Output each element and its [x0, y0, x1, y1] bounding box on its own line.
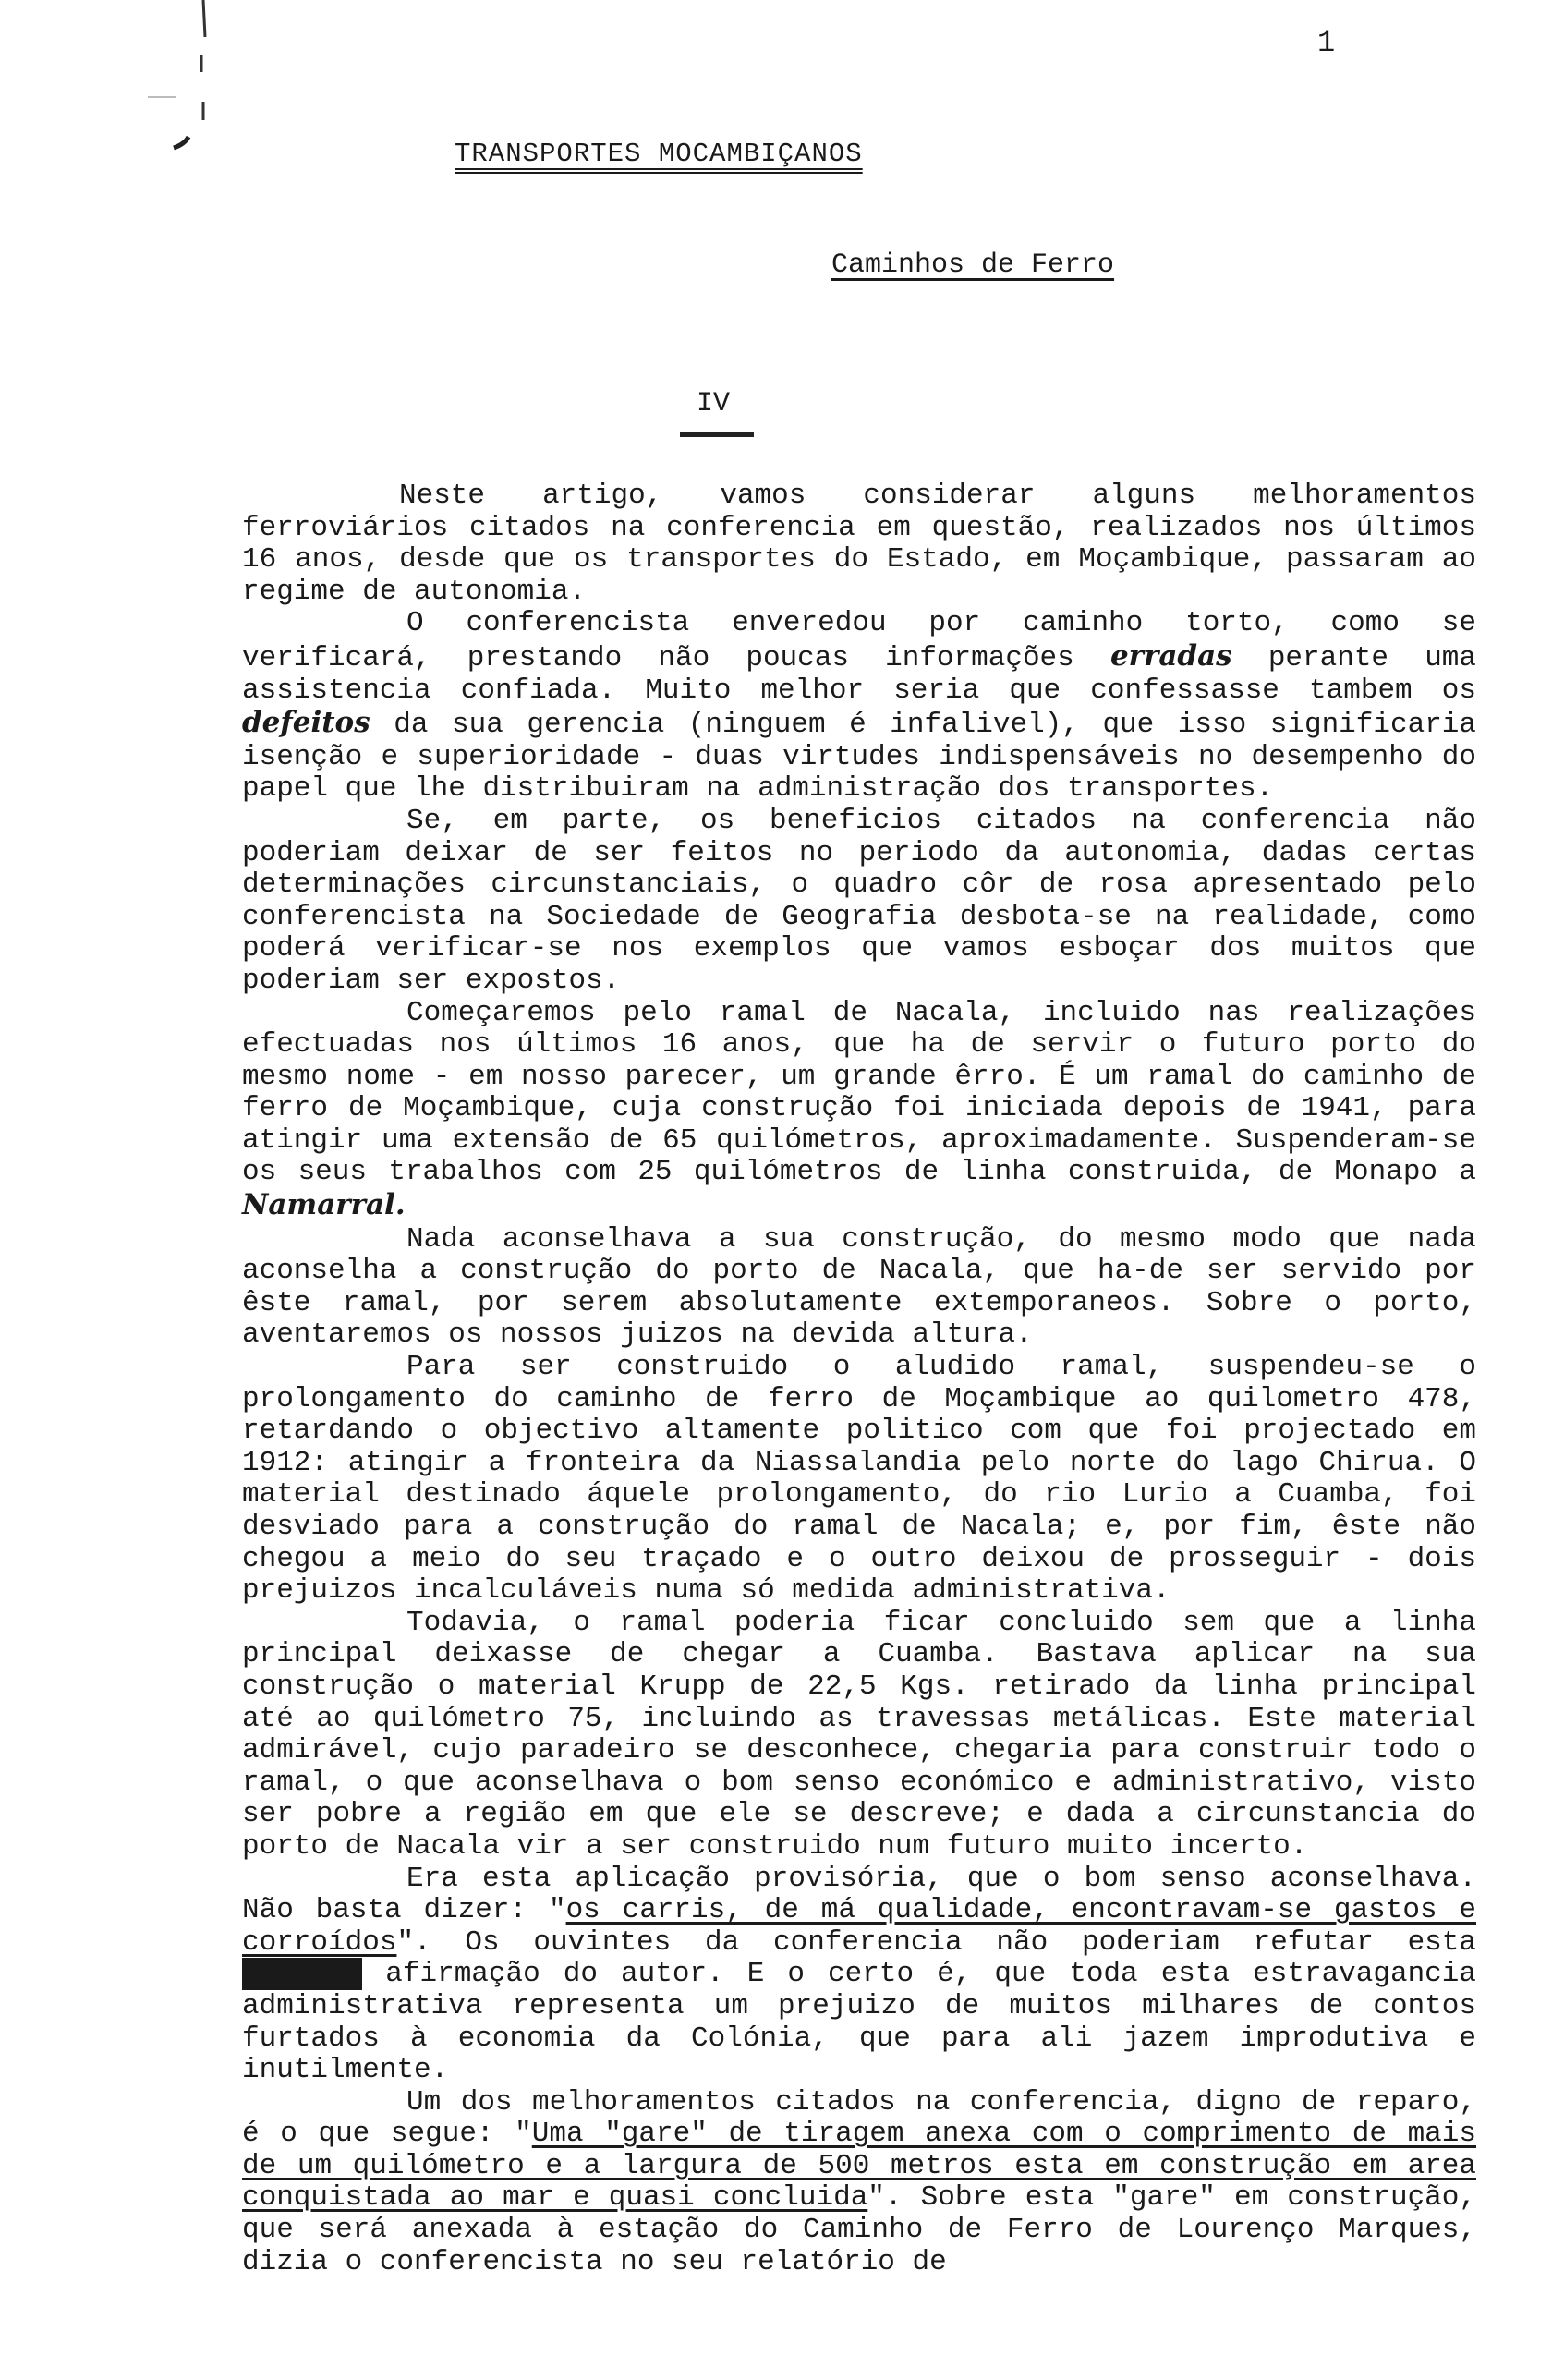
- paragraph-8: Era esta aplicação provisória, que o bom senso aconselhava. Não basta dizer: "os carris, de má qualidade, encontravam-se gastos e corroídos". Os ouvintes da conferencia não poderiam refutar esta xxxxxxx afirmação do autor. E o certo é, que toda esta estravagancia administrativa representa um prejuizo de muitos milhares de contos furtados à economia da Colónia, que para ali jazem improdutiva e inutilmente.: [242, 1862, 1476, 2087]
- paragraph-4: Começaremos pelo ramal de Nacala, incluido nas realizações efectuadas nos últimos 16 anos, que ha de servir o futuro porto do mesmo nome - em nosso parecer, um grande êrro. É um ramal do caminho de ferro de Moçambique, cuja construção foi iniciada depois de 1941, para atingir uma extensão de 65 quilómetros, aproximadamente. Suspenderam-se os seus trabalhos com 25 quilómetros de linha construida, de Monapo a Namarral.: [242, 996, 1476, 1222]
- quoted-claim-gare: Uma "gare" de tiragem anexa com o comprimento de mais de um quilómetro e a largura de 500 metros esta em construção em area conquistada ao mar e quasi concluida: [242, 2118, 1476, 2215]
- document-subtitle: Caminhos de Ferro: [831, 249, 1115, 281]
- document-title: TRANSPORTES MOCAMBIÇANOS: [455, 139, 863, 169]
- page-number: 1: [1317, 26, 1336, 60]
- paragraph-5: Nada aconselhava a sua construção, do mesmo modo que nada aconselha a construção do porto de Nacala, que ha-de ser servido por êste ramal, por serem absolutamente extemporaneos. Sobre o porto, aventaremos os nossos juizos na devida altura.: [242, 1222, 1476, 1352]
- paragraph-9: Um dos melhoramentos citados na conferencia, digno de reparo, é o que segue: "Uma "gare" de tiragem anexa com o comprimento de mais de um quilómetro e a largura de 500 metros esta em construção em area conquistada ao mar e quasi concluida". Sobre esta "gare" em construção, que será anexada à estação do Caminho de Ferro de Lourenço Marques, dizia o conferencista no seu relatório de: [242, 2085, 1476, 2278]
- section-number: IV: [697, 388, 731, 419]
- handwritten-correction-defeitos: defeitos: [242, 706, 370, 740]
- quoted-claim-rails: os carris, de má qualidade, encontravam-se gastos e corroídos: [242, 1894, 1476, 1959]
- paragraph-1: Neste artigo, vamos considerar alguns melhoramentos ferroviários citados na conferencia em questão, realizados nos últimos 16 anos, desde que os transportes do Estado, em Moçambique, passaram ao regime de autonomia.: [242, 480, 1476, 608]
- handwritten-correction-namarral: Namarral.: [242, 1188, 406, 1222]
- paragraph-6: Para ser construido o aludido ramal, suspendeu-se o prolongamento do caminho de ferro de Moçambique ao quilometro 478, retardando o objectivo altamente politico com que foi projectado em 1912: atingir a fronteira da Niassalandia pelo norte do lago Chirua. O material destinado áquele prolongamento, do rio Lurio a Cuamba, foi desviado para a construção do ramal de Nacala; e, por fim, êste não chegou a meio do seu traçado e o outro deixou de prosseguir - dois prejuizos incalculáveis numa só medida administrativa.: [242, 1351, 1476, 1608]
- section-rule: [680, 432, 754, 437]
- paragraph-3: Se, em parte, os beneficios citados na conferencia não poderiam deixar de ser feitos no periodo da autonomia, dadas certas determinações circunstanciais, o quadro côr de rosa apresentado pelo conferencista na Sociedade de Geografia desbota-se na realidade, como poderá verificar-se nos exemplos que vamos esboçar dos muitos que poderiam ser expostos.: [242, 804, 1476, 997]
- handwritten-correction-erradas: erradas: [1109, 638, 1232, 673]
- paragraph-2: O conferencista enveredou por caminho torto, como se verificará, prestando não poucas informações erradas perante uma assistencia confiada. Muito melhor seria que confessasse tambem os defeitos da sua gerencia (ninguem é infalivel), que isso significaria isenção e superioridade - duas virtudes indispensáveis no desempenho do papel que lhe distribuiram na administração dos transportes.: [242, 607, 1477, 806]
- redacted-word: xxxxxxx: [242, 1958, 363, 1991]
- article-body: [242, 480, 1476, 2278]
- paragraph-7: Todavia, o ramal poderia ficar concluido sem que a linha principal deixasse de chegar a Cuamba. Bastava aplicar na sua construção o material Krupp de 22,5 Kgs. retirado da linha principal até ao quilómetro 75, incluindo as travessas metálicas. Este material admirável, cujo paradeiro se desconhece, chegaria para construir todo o ramal, o que aconselhava o bom senso económico e administrativo, visto ser pobre a região em que ele se descreve; e dada a circunstancia do porto de Nacala vir a ser construido num futuro muito incerto.: [242, 1606, 1476, 1863]
- scan-edge-marks: [148, 0, 240, 176]
